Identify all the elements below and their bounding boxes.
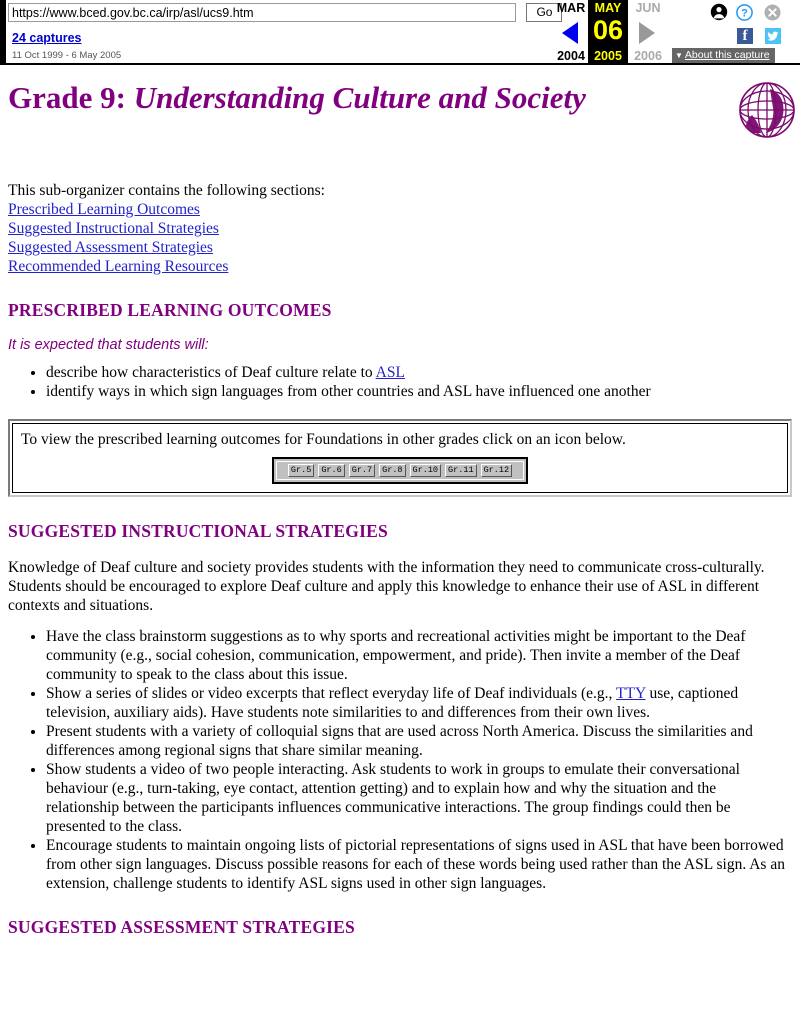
instructional-strategies-intro: Knowledge of Deaf culture and society provides students with the information they need to communicate cross-culturally. Students should be encouraged to explore Deaf culture and apply this knowledge to enhance their use of ASL in different contexts and situations. xyxy=(8,559,765,614)
next-year-label: 2006 xyxy=(634,49,662,63)
capture-date-range: 11 Oct 1999 - 6 May 2005 xyxy=(12,50,122,61)
list-item xyxy=(46,722,792,760)
captures-link[interactable]: 24 captures xyxy=(12,31,82,45)
url-input[interactable] xyxy=(8,3,516,22)
heading-prescribed-learning-outcomes: PRESCRIBED LEARNING OUTCOMES xyxy=(8,300,332,320)
url-row xyxy=(8,3,562,22)
facebook-glyph: f xyxy=(742,28,748,44)
grade-button-gr10[interactable]: Gr.10 xyxy=(410,464,442,477)
instructional-strategies-list xyxy=(8,627,792,893)
list-item xyxy=(46,760,792,836)
strategy-text: Encourage students to maintain ongoing lists of pictorial representations of signs used in ASL that have been borrowed from other sign languages. Discuss possible reasons for each of these words being used rather than the ASL sign. As an extension, challenge students to identify ASL signs used in other sign languages. xyxy=(46,837,785,892)
wayback-toolbar xyxy=(0,0,800,65)
current-day-label: 06 xyxy=(592,15,624,45)
heading-suggested-instructional-strategies: SUGGESTED INSTRUCTIONAL STRATEGIES xyxy=(8,521,388,541)
expectation-text: It is expected that students will: xyxy=(8,337,209,353)
grade-button-gr12[interactable]: Gr.12 xyxy=(481,464,513,477)
list-item xyxy=(46,627,792,684)
title-italic: Understanding Culture and Society xyxy=(133,80,586,115)
question-mark-icon[interactable] xyxy=(736,4,753,21)
calendar-next-month[interactable] xyxy=(628,0,668,65)
facebook-icon[interactable] xyxy=(737,28,753,44)
asl-link[interactable]: ASL xyxy=(375,364,405,381)
about-this-capture-label: About this capture xyxy=(684,49,770,61)
calendar-prev-month[interactable] xyxy=(554,0,588,65)
chevron-down-icon: ▼ xyxy=(675,51,683,60)
globe-graphic xyxy=(736,79,798,141)
grade-icon-bar xyxy=(272,457,528,484)
current-year-label: 2005 xyxy=(594,49,622,63)
outcome-text: identify ways in which sign languages from other countries and ASL have influenced one another xyxy=(46,383,651,400)
go-button[interactable]: Go xyxy=(526,3,562,22)
next-month-label: JUN xyxy=(635,1,661,15)
grade-button-gr5[interactable]: Gr.5 xyxy=(288,464,314,477)
strategy-text: Have the class brainstorm suggestions as to why sports and recreational activities might be important to the Deaf community (e.g., social cohesion, communication, empowerment, and pride). Then invite a member of the Deaf community to speak to the class about this issue. xyxy=(46,628,746,683)
title-lead: Grade 9: xyxy=(8,80,134,115)
tty-link[interactable]: TTY xyxy=(616,685,646,702)
strategy-text: Show a series of slides or video excerpts that reflect everyday life of Deaf individuals (e.g., xyxy=(46,685,617,702)
right-arrow-icon[interactable] xyxy=(639,22,655,44)
list-item xyxy=(46,684,792,722)
link-recommended-learning-resources[interactable]: Recommended Learning Resources xyxy=(8,258,229,275)
current-month-label: MAY xyxy=(594,1,622,15)
svg-text:?: ? xyxy=(741,7,748,20)
learning-outcomes-list xyxy=(8,363,792,401)
grade-button-gr11[interactable]: Gr.11 xyxy=(445,464,477,477)
grade-button-gr7[interactable]: Gr.7 xyxy=(349,464,375,477)
heading-suggested-assessment-strategies: SUGGESTED ASSESSMENT STRATEGIES xyxy=(8,917,355,937)
link-prescribed-learning-outcomes[interactable]: Prescribed Learning Outcomes xyxy=(8,201,200,218)
strategy-text: Present students with a variety of colloquial signs that are used across North America. Discuss the similarities and differences among regional signs that share similar meaning. xyxy=(46,723,753,759)
grade-button-gr8[interactable]: Gr.8 xyxy=(379,464,405,477)
left-arrow-icon[interactable] xyxy=(562,22,578,44)
page-title xyxy=(8,79,688,117)
close-icon[interactable] xyxy=(764,4,781,21)
list-item xyxy=(46,836,792,893)
calendar-current-capture[interactable] xyxy=(588,0,628,65)
list-item xyxy=(46,382,792,401)
twitter-icon[interactable] xyxy=(765,28,781,44)
grade-button-gr6[interactable]: Gr.6 xyxy=(318,464,344,477)
strategy-text-cont: use, captioned television, auxiliary aids). Have students note similarities to and differences from their own lives. xyxy=(46,685,739,721)
page-content xyxy=(0,79,800,937)
prev-year-label: 2004 xyxy=(557,49,585,63)
about-this-capture-button[interactable] xyxy=(672,48,775,63)
prev-month-label: MAR xyxy=(556,1,586,15)
list-item xyxy=(46,363,792,382)
other-grades-box xyxy=(8,419,792,497)
link-suggested-assessment-strategies[interactable]: Suggested Assessment Strategies xyxy=(8,239,213,256)
other-grades-note: To view the prescribed learning outcomes for Foundations in other grades click on an icon below. xyxy=(21,431,626,448)
person-icon[interactable] xyxy=(710,3,728,21)
link-suggested-instructional-strategies[interactable]: Suggested Instructional Strategies xyxy=(8,220,219,237)
strategy-text: Show students a video of two people interacting. Ask students to work in groups to emulate their conversational behaviour (e.g., turn-taking, eye contact, attention getting) and to explain how and why the situation and the relationship between the participants influences communicative interactions. The group findings could then be presented to the class. xyxy=(46,761,740,835)
outcome-text: describe how characteristics of Deaf culture relate to xyxy=(46,364,376,381)
intro-text: This sub-organizer contains the following sections: xyxy=(8,182,325,199)
